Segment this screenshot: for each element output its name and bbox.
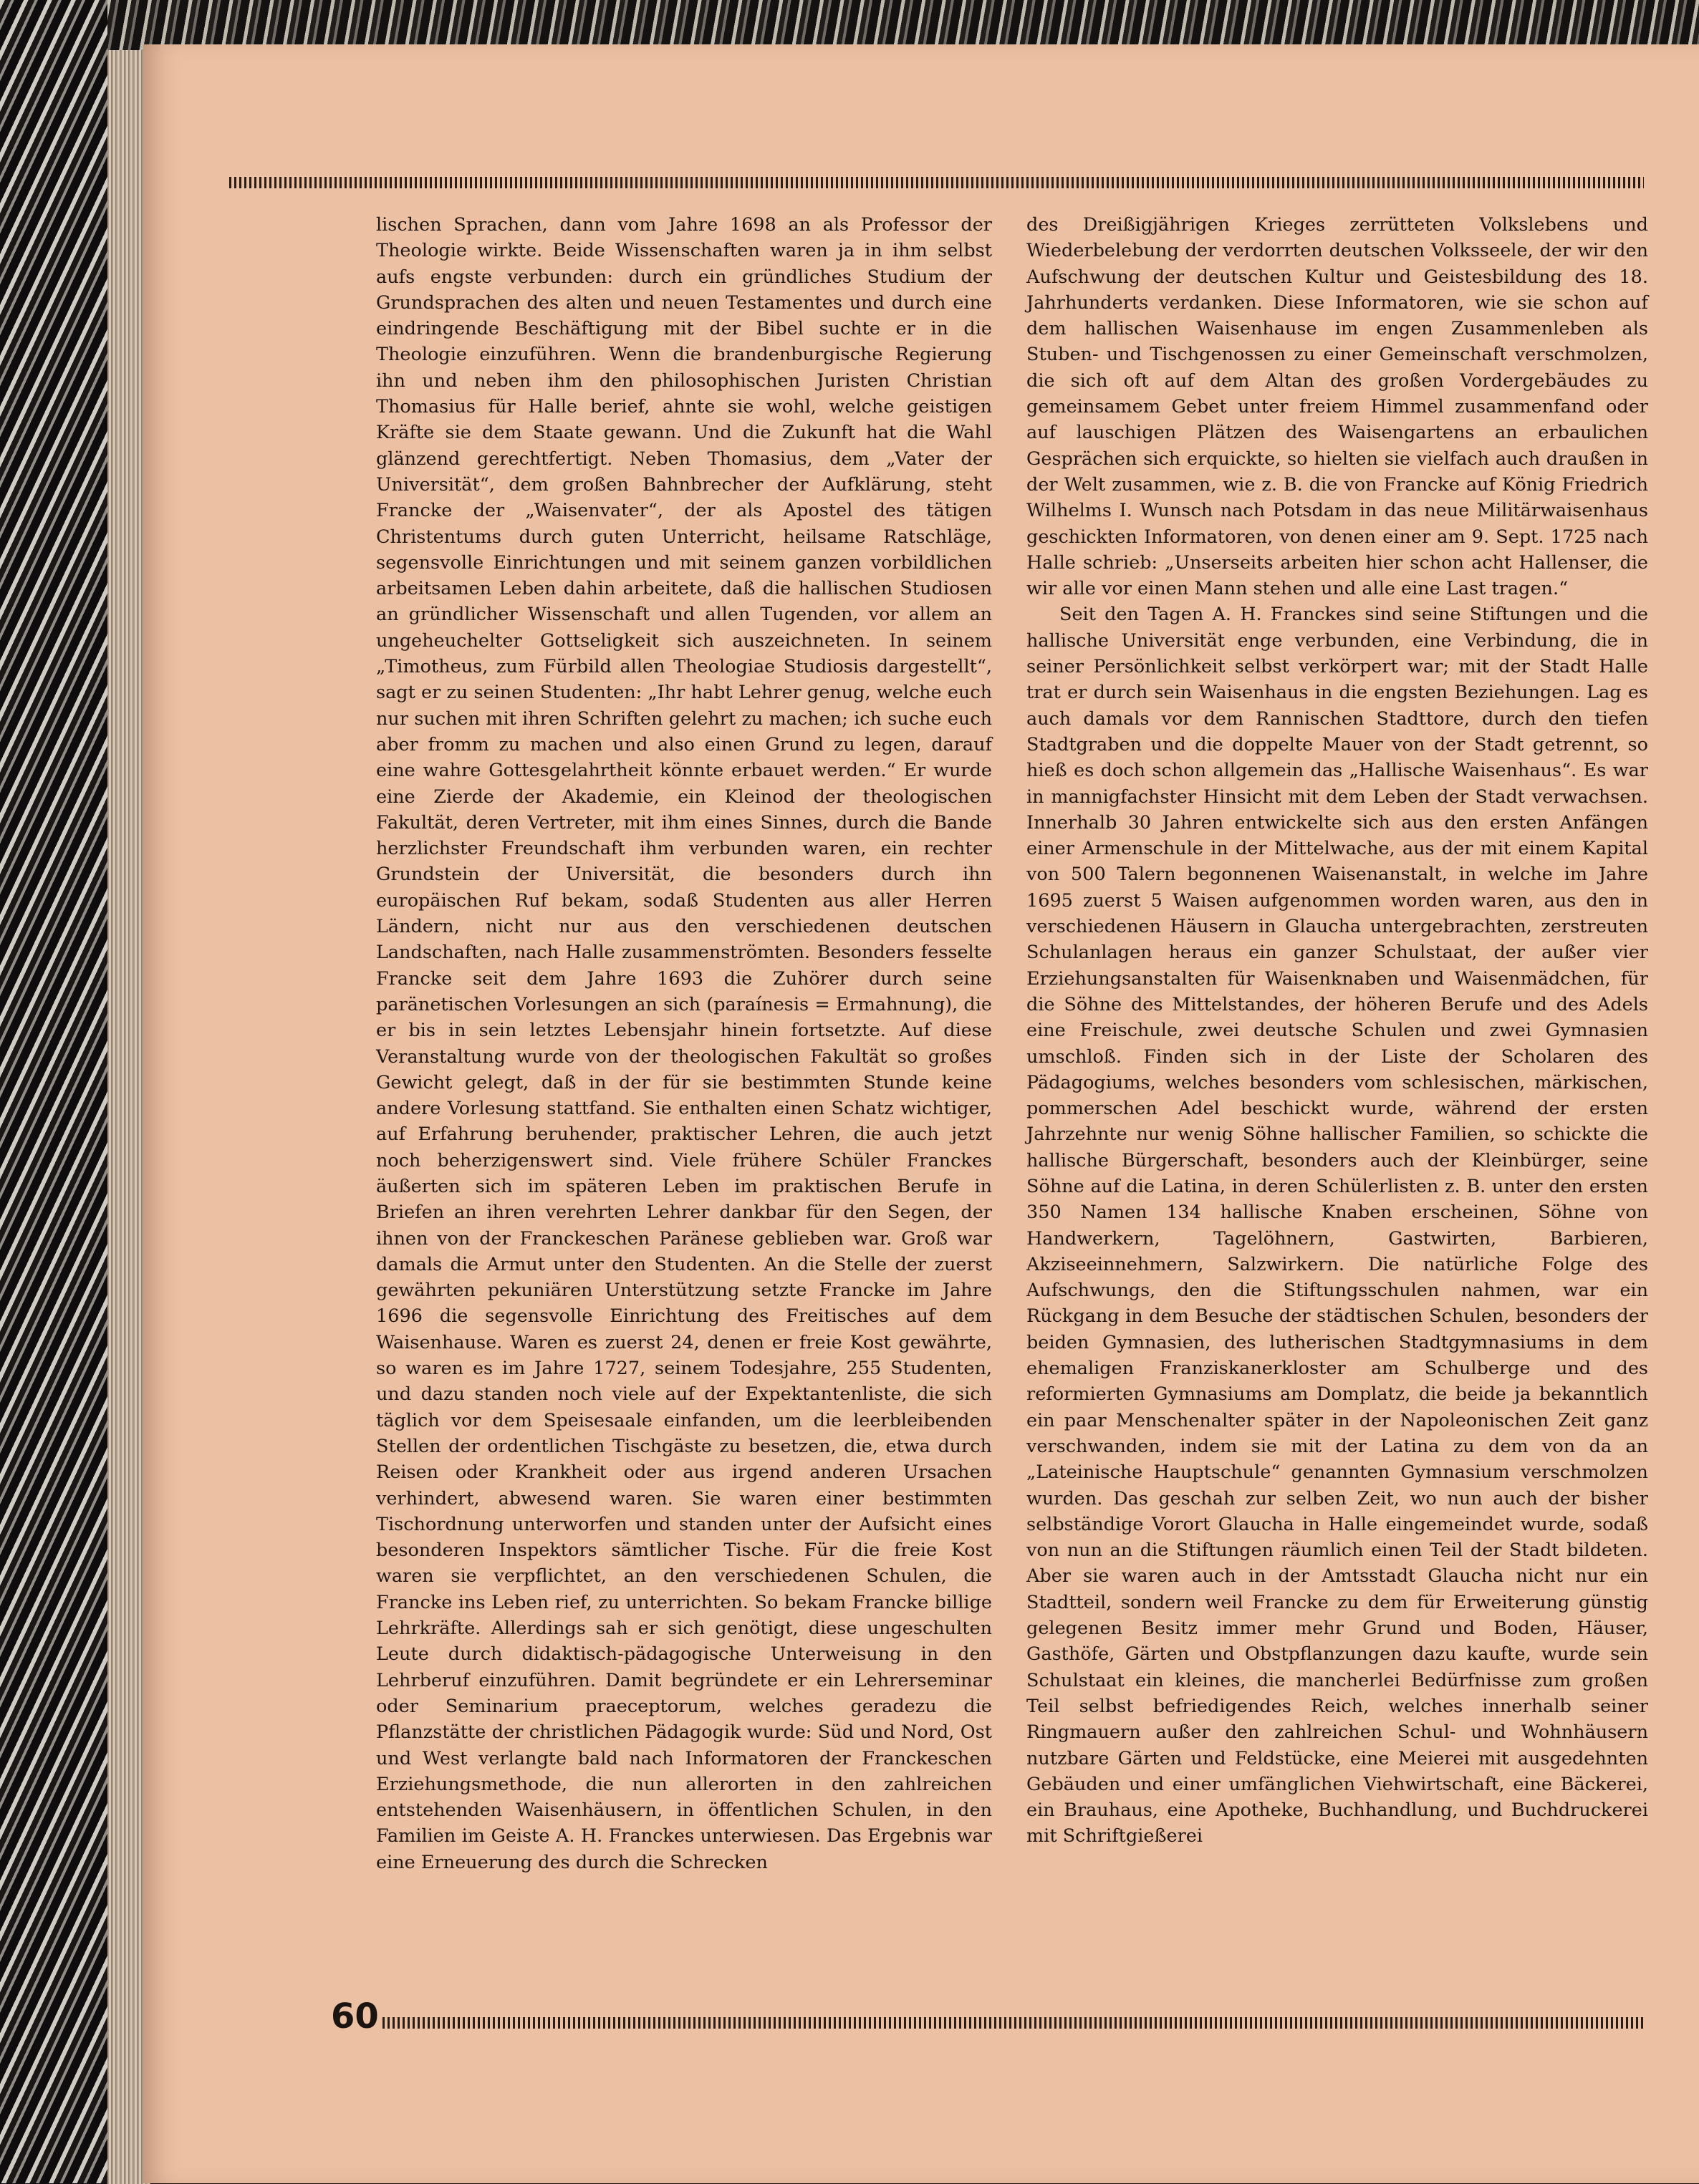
- top-decorative-rule: [229, 177, 1644, 188]
- book-binding-top: [107, 0, 1699, 50]
- left-text-column: [376, 212, 992, 1875]
- bottom-decorative-rule: [382, 2017, 1644, 2029]
- right-paragraph-1: des Dreißigjährigen Krieges zerrütteten Volkslebens und Wiederbelebung der verdorrten deutschen Volksseele, der wir den Aufschwung der deutschen Kultur und Geistesbildung des 18. Jahrhunderts verdanken. Diese Informatoren, wie sie schon auf dem hallischen Waisenhause im engen Zusammenleben als Stuben- und Tischgenossen zu einer Gemeinschaft verschmolzen, die sich oft auf dem Altan des großen Vordergebäudes zu gemeinsamem Gebet unter freiem Himmel zusammenfand oder auf lauschigen Plätzen des Waisengartens an erbaulichen Gesprächen sich erquickte, so hielten sie vielfach auch draußen in der Welt zusammen, wie z. B. die von Francke auf König Friedrich Wilhelms I. Wunsch nach Potsdam in das neue Militärwaisenhaus geschickten Informatoren, von denen einer am 9. Sept. 1725 nach Halle schrieb: „Unserseits arbeiten hier schon acht Hallenser, die wir alle vor einen Mann stehen und alle eine Last tragen.“: [1026, 214, 1648, 600]
- right-paragraph-2: Seit den Tagen A. H. Franckes sind seine Stiftungen und die hallische Universität enge verbunden, eine Verbindung, die in seiner Persönlichkeit selbst verkörpert war; mit der Stadt Halle trat er durch sein Waisenhaus in die engsten Beziehungen. Lag es auch damals vor dem Rannischen Stadttore, durch den tiefen Stadtgraben und die doppelte Mauer von der Stadt getrennt, so hieß es doch schon allgemein das „Hallische Waisenhaus“. Es war in mannigfachster Hinsicht mit dem Leben der Stadt verwachsen. Innerhalb 30 Jahren entwickelte sich aus den ersten Anfängen einer Armenschule in der Mittelwache, aus der mit einem Kapital von 500 Talern begonnenen Waisenanstalt, in welche im Jahre 1695 zuerst 5 Waisen aufgenommen worden waren, aus den in verschiedenen Häusern in Glaucha untergebrachten, zerstreuten Schulanlagen heraus ein ganzer Schulstaat, der außer vier Erziehungsanstalten für Waisenknaben und Waisenmädchen, für die Söhne des Mittelstandes, der höheren Berufe und des Adels eine Freischule, zwei deutsche Schulen und zwei Gymnasien umschloß. Finden sich in der Liste der Scholaren des Pädagogiums, welches besonders vom schlesischen, märkischen, pommerschen Adel beschickt wurde, während der ersten Jahrzehnte nur wenig Söhne hallischer Familien, so schickte die hallische Bürgerschaft, besonders auch der Kleinbürger, seine Söhne auf die Latina, in deren Schülerlisten z. B. unter den ersten 350 Namen 134 hallische Knaben erscheinen, Söhne von Handwerkern, Tagelöhnern, Gastwirten, Barbieren, Akziseeinnehmern, Salzwirkern. Die natürliche Folge des Aufschwungs, den die Stiftungsschulen nahmen, war ein Rückgang in dem Besuche der städtischen Schulen, besonders der beiden Gymnasien, des lutherischen Stadtgymnasiums in dem ehemaligen Franziskanerkloster am Schulberge und des reformierten Gymnasiums am Domplatz, die beide ja bekanntlich ein paar Menschenalter später in der Napoleonischen Zeit ganz verschwanden, indem sie mit der Latina zu dem von da an „Lateinische Hauptschule“ genannten Gymnasium verschmolzen wurden. Das geschah zur selben Zeit, wo nun auch der bisher selbständige Vorort Glaucha in Halle eingemeindet wurde, sodaß von nun an die Stiftungen räumlich einen Teil der Stadt bildeten. Aber sie waren auch in der Amtsstadt Glaucha nicht nur ein Stadtteil, sondern weil Francke zu dem für Erweiterung günstig gelegenen Besitz immer mehr Grund und Boden, Häuser, Gasthöfe, Gärten und Obstpflanzungen dazu kaufte, wurde sein Schulstaat ein kleines, die mancherlei Bedürfnisse zum großen Teil selbst befriedigendes Reich, welches innerhalb seiner Ringmauern außer den zahlreichen Schul- und Wohnhäusern nutzbare Gärten und Feldstücke, eine Meierei mit ausgedehnten Gebäuden und einer umfänglichen Viehwirtschaft, eine Bäckerei, ein Brauhaus, eine Apotheke, Buchhandlung, und Buchdruckerei mit Schriftgießerei: [1026, 604, 1648, 1847]
- book-binding: [0, 0, 107, 2183]
- left-paragraph-1: lischen Sprachen, dann vom Jahre 1698 an als Professor der Theologie wirkte. Beide Wissenschaften waren ja in ihm selbst aufs engste verbunden: durch ein gründliches Studium der Grundsprachen des alten und neuen Testamentes und durch eine eindringende Beschäftigung mit der Bibel suchte er in die Theologie einzuführen. Wenn die brandenburgische Regierung ihn und neben ihm den philosophischen Juristen Christian Thomasius für Halle berief, ahnte sie wohl, welche geistigen Kräfte sie dem Staate gewann. Und die Zukunft hat die Wahl glänzend gerechtfertigt. Neben Thomasius, dem „Vater der Universität“, dem großen Bahnbrecher der Aufklärung, steht Francke der „Waisenvater“, der als Apostel des tätigen Christentums durch guten Unterricht, heilsame Ratschläge, segensvolle Einrichtungen und mit seinem ganzen vorbildlichen arbeitsamen Leben dahin arbeitete, daß die hallischen Studiosen an gründlicher Wissenschaft und allen Tugenden, vor allem an ungeheuchelter Gottseligkeit sich auszeichneten. In seinem „Timotheus, zum Fürbild allen Theologiae Studiosis dargestellt“, sagt er zu seinen Studenten: „Ihr habt Lehrer genug, welche euch nur suchen mit ihren Schriften gelehrt zu machen; ich suche euch aber fromm zu machen und also einen Grund zu legen, darauf eine wahre Gottesgelahrtheit könnte erbauet werden.“ Er wurde eine Zierde der Akademie, ein Kleinod der theologischen Fakultät, deren Vertreter, mit ihm eines Sinnes, durch die Bande herzlichster Freundschaft ihm verbunden waren, ein rechter Grundstein der Universität, die besonders durch ihn europäischen Ruf bekam, sodaß Studenten aus aller Herren Ländern, nicht nur aus den verschiedenen deutschen Landschaften, nach Halle zusammenströmten. Besonders fesselte Francke seit dem Jahre 1693 die Zuhörer durch seine paränetischen Vorlesungen an sich (paraínesis = Ermahnung), die er bis in sein letztes Lebensjahr hinein fortsetzte. Auf diese Veranstaltung wurde von der theologischen Fakultät so großes Gewicht gelegt, daß in der für sie bestimmten Stunde keine andere Vorlesung stattfand. Sie enthalten einen Schatz wichtiger, auf Erfahrung beruhender, praktischer Lehren, die auch jetzt noch beherzigenswert sind. Viele frühere Schüler Franckes äußerten sich im späteren Leben im praktischen Berufe in Briefen an ihren verehrten Lehrer dankbar für den Segen, der ihnen von der Franckeschen Paränese geblieben war. Groß war damals die Armut unter den Studenten. An die Stelle der zuerst gewährten pekuniären Unterstützung setzte Francke im Jahre 1696 die segensvolle Einrichtung des Freitisches auf dem Waisenhause. Waren es zuerst 24, denen er freie Kost gewährte, so waren es im Jahre 1727, seinem Todesjahre, 255 Studenten, und dazu standen noch viele auf der Expektantenliste, die sich täglich vor dem Speisesaale einfanden, um die leerbleibenden Stellen der ordentlichen Tischgäste zu besetzen, die, etwa durch Reisen oder Krankheit oder aus irgend anderen Ursachen verhindert, abwesend waren. Sie waren einer bestimmten Tischordnung unterworfen und standen unter der Aufsicht eines besonderen Inspektors sämtlicher Tische. Für die freie Kost waren sie verpflichtet, an den verschiedenen Schulen, die Francke ins Leben rief, zu unterrichten. So bekam Francke billige Lehrkräfte. Allerdings sah er sich genötigt, diese ungeschulten Leute durch didaktisch-pädagogische Unterweisung in den Lehrberuf einzuführen. Damit begründete er ein Lehrerseminar oder Seminarium praeceptorum, welches geradezu die Pflanzstätte der christlichen Pädagogik wurde: Süd und Nord, Ost und West verlangte bald nach Informatoren der Franckeschen Erziehungsmethode, die nun allerorten in den zahlreichen entstehenden Waisenhäusern, in öffentlichen Schulen, in den Familien im Geiste A. H. Franckes unterwiesen. Das Ergebnis war eine Erneuerung des durch die Schrecken: [376, 214, 992, 1873]
- page-number: 60: [331, 1996, 379, 2036]
- right-text-column: [1026, 212, 1648, 1850]
